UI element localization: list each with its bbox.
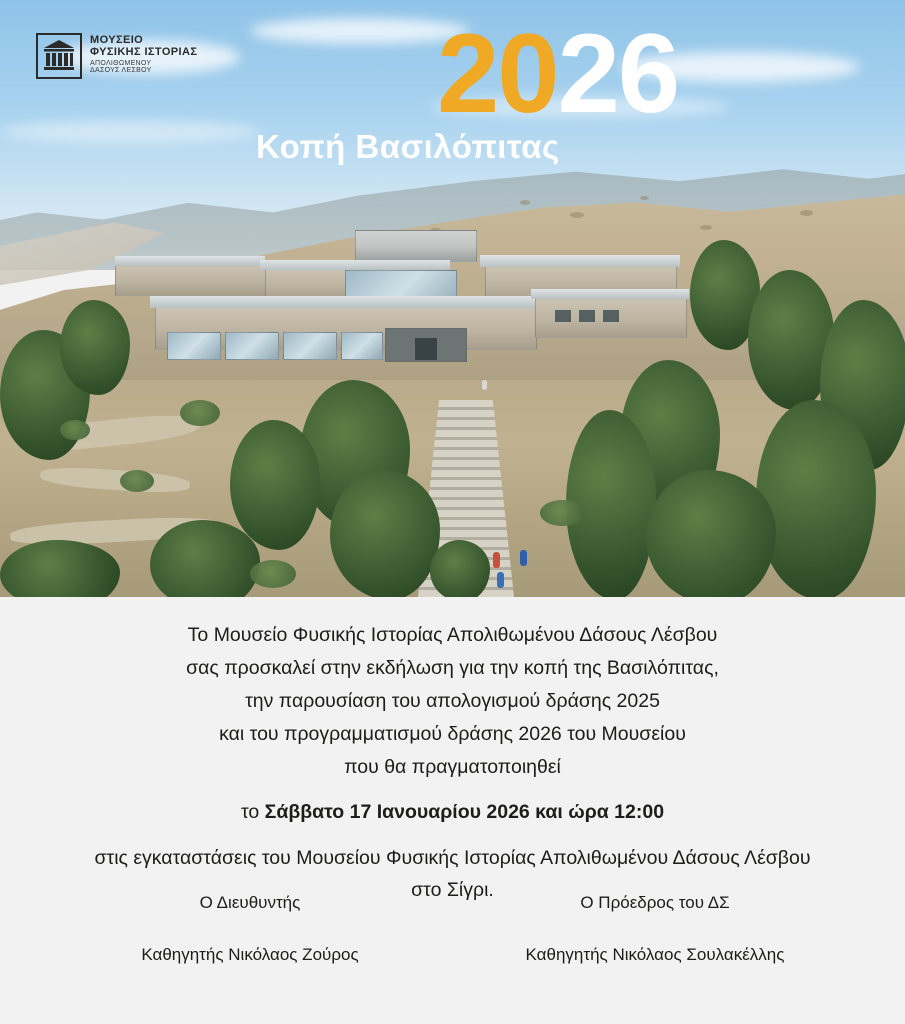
- signature-right: [485, 893, 825, 965]
- roof: [531, 289, 689, 299]
- outbuilding: [355, 230, 477, 262]
- window: [603, 310, 619, 322]
- tree: [230, 420, 320, 550]
- tree: [330, 470, 440, 597]
- window-bay: [167, 332, 221, 360]
- shrub: [250, 560, 296, 588]
- rock: [570, 212, 584, 218]
- logo-wordmark: [90, 33, 197, 75]
- roof: [115, 256, 265, 266]
- shrub: [120, 470, 154, 492]
- signature-role: Ο Πρόεδρος του ΔΣ: [580, 893, 730, 912]
- tree: [430, 540, 490, 597]
- logo-line-3: ΑΠΟΛΙΘΩΜΕΝΟΥ: [90, 60, 152, 68]
- shrub: [60, 420, 90, 440]
- signature-name: Καθηγητής Νικόλαος Ζούρος: [141, 945, 359, 964]
- cloud: [0, 120, 260, 144]
- logo-line-2: ΦΥΣΙΚΗΣ ΙΣΤΟΡΙΑΣ: [90, 45, 198, 58]
- window: [579, 310, 595, 322]
- year-part-two: 26: [557, 11, 679, 136]
- location-line: στις εγκαταστάσεις του Μουσείου Φυσικής Ιστορίας Απολιθωμένου Δάσους Λέσβου: [94, 847, 811, 869]
- tree: [60, 300, 130, 395]
- logo-line-1: ΜΟΥΣΕΙΟ: [90, 34, 144, 46]
- location-line: στο Σίγρι.: [411, 879, 494, 901]
- window-bay: [341, 332, 383, 360]
- entrance-door: [415, 338, 437, 360]
- visitor: [482, 380, 487, 390]
- shrub: [180, 400, 220, 426]
- visitor: [520, 550, 527, 566]
- tree: [756, 400, 876, 597]
- year-part-one: 20: [437, 11, 558, 136]
- visitor: [493, 552, 500, 568]
- museum-building-icon: [36, 33, 82, 79]
- window-bay: [225, 332, 279, 360]
- window-bay: [283, 332, 337, 360]
- window: [555, 310, 571, 322]
- invite-line: που θα πραγματοποιηθεί: [344, 756, 561, 778]
- datetime-value: Σάββατο 17 Ιανουαρίου 2026 και ώρα 12:00: [264, 801, 665, 823]
- invite-line: την παρουσίαση του απολογισμού δράσης 2025: [245, 690, 660, 712]
- tree: [646, 470, 776, 597]
- event-title: Κοπή Βασιλόπιτας: [256, 128, 560, 165]
- invitation-text-panel: [0, 597, 905, 1024]
- signature-left: [80, 893, 420, 965]
- main-roof: [150, 296, 542, 308]
- invite-line: και του προγραμματισμού δράσης 2026 του Μουσείου: [219, 723, 686, 745]
- rock: [800, 210, 813, 216]
- rock: [640, 196, 649, 200]
- rock: [700, 225, 712, 230]
- visitor: [497, 572, 504, 588]
- roof: [260, 260, 450, 270]
- logo-line-4: ΔΑΣΟΥΣ ΛΕΣΒΟΥ: [90, 67, 152, 75]
- signature-role: Ο Διευθυντής: [199, 893, 301, 912]
- datetime-prefix: το: [240, 801, 265, 823]
- tree: [150, 520, 260, 597]
- museum-logo: [36, 33, 197, 79]
- shrub: [540, 500, 584, 526]
- invite-line: σας προσκαλεί στην εκδήλωση για την κοπή της Βασιλόπιτας,: [186, 657, 719, 679]
- signature-block: [0, 893, 905, 965]
- invite-line: Το Μουσείο Φυσικής Ιστορίας Απολιθωμένου Δάσους Λέσβου: [187, 624, 718, 646]
- roof: [480, 255, 680, 267]
- signature-name: Καθηγητής Νικόλαος Σουλακέλλης: [525, 945, 785, 964]
- year-headline: [437, 11, 679, 136]
- tree: [566, 410, 656, 597]
- event-datetime: [0, 801, 905, 824]
- rock: [520, 200, 530, 205]
